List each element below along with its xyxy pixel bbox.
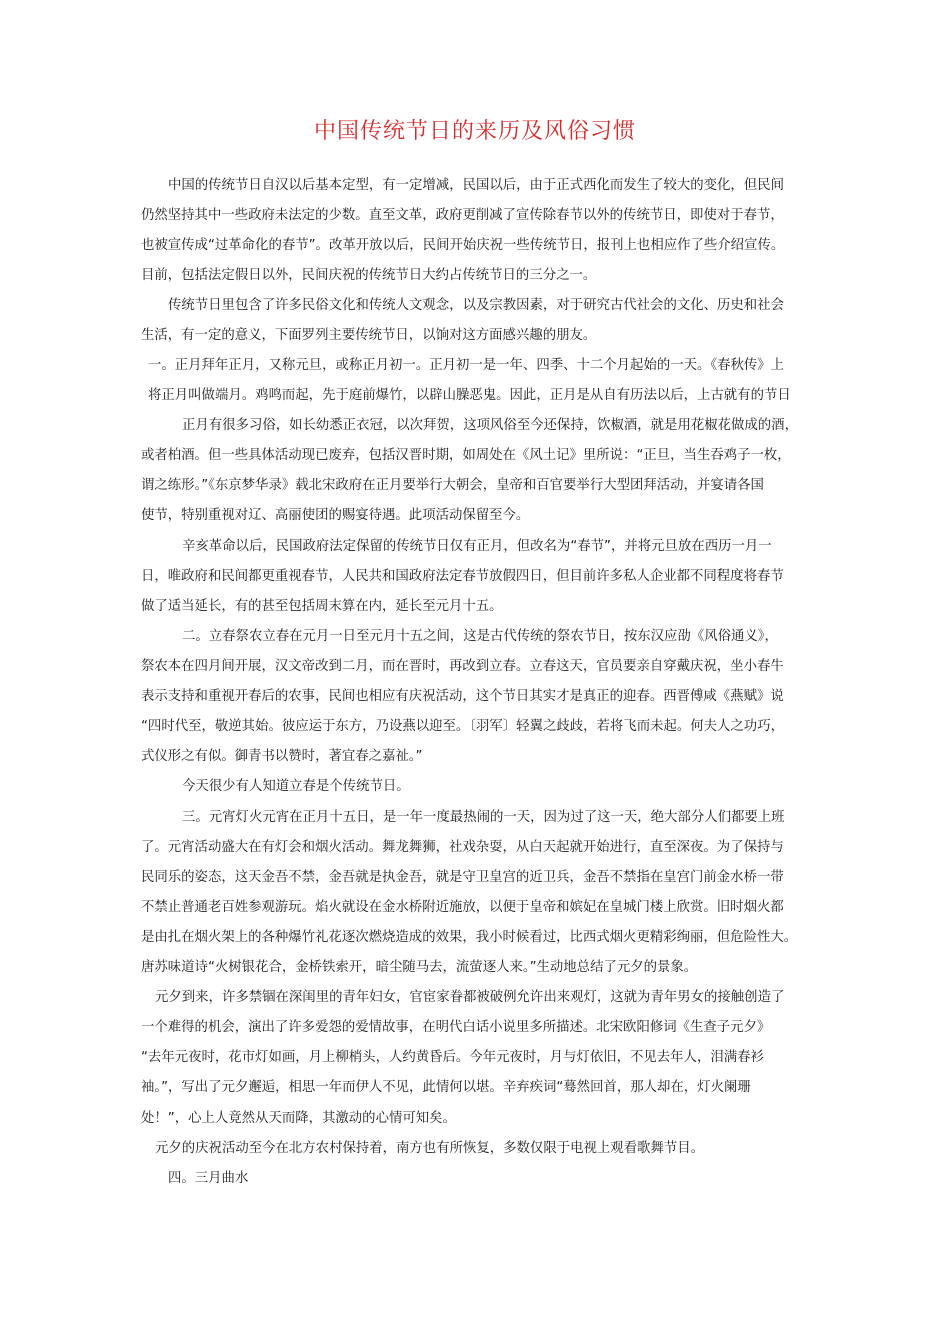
text-line: 今天很少有人知道立春是个传统节日。: [182, 779, 410, 794]
text-line: “去年元夜时，花市灯如画，月上柳梢头，人约黄昏后。今年元夜时，月与灯依旧，不见去年人，泪满春衫: [141, 1050, 764, 1065]
text-line: 将正月叫做端月。鸡鸣而起，先于庭前爆竹，以辟山臊恶鬼。因此，正月是从自有历法以后，上古就有的节日: [148, 388, 791, 403]
text-line: 元夕到来，许多禁锢在深闺里的青年妇女，官宦家眷都被破例允许出来观灯，这就为青年男女的接触创造了: [155, 990, 785, 1005]
text-line: 一。正月拜年正月，又称元旦，或称正月初一。正月初一是一年、四季、十二个月起始的一天。《春秋传》上: [148, 358, 785, 373]
text-line: 仍然坚持其中一些政府未法定的少数。直至文革，政府更削减了宣传除春节以外的传统节日，即使对于春节，: [141, 208, 784, 223]
page-title: 中国传统节日的来历及风俗习惯: [313, 119, 636, 144]
text-line: 目前，包括法定假日以外，民间庆祝的传统节日大约占传统节日的三分之一。: [141, 268, 597, 283]
text-line: 中国的传统节日自汉以后基本定型，有一定增减，民国以后，由于正式西化而发生了较大的变化，但民间: [168, 178, 784, 193]
text-line: 也被宣传成“过革命化的春节”。改革开放以后，民间开始庆祝一些传统节日，报刊上也相应作了些介绍宣传。: [141, 238, 785, 253]
text-line: 四。三月曲水: [168, 1171, 249, 1186]
text-line: 不禁止普通老百姓参观游玩。焰火就设在金水桥附近施放，以便于皇帝和嫔妃在皇城门楼上欣赏。旧时烟火都: [141, 900, 784, 915]
text-line: 谓之练形。”《东京梦华录》载北宋政府在正月要举行大朝会，皇帝和百官要举行大型团拜活动，并宴请各国: [141, 478, 764, 493]
text-line: 处！”，心上人竟然从天而降，其激动的心情可知矣。: [141, 1111, 456, 1126]
text-line: 式仪形之有似。御青书以赞时，著宜春之嘉祉。”: [141, 749, 423, 764]
text-line: 袖。”，写出了元夕邂逅，相思一年而伊人不见，此情何以堪。辛弃疾词“蓦然回首，那人却在，灯火阑珊: [141, 1080, 751, 1095]
text-line: “四时代至，敬逆其始。彼应运于东方，乃设燕以迎至。〔羽军〕轻翼之歧歧，若将飞而未起。何夫人之功巧，: [141, 719, 784, 734]
text-line: 一个难得的机会，演出了许多爱怨的爱情故事，在明代白话小说里多所描述。北宋欧阳修词《生查子元夕》: [141, 1020, 771, 1035]
text-line: 是由扎在烟火架上的各种爆竹礼花逐次燃烧造成的效果，我小时候看过，比西式烟火更精彩绚丽，但危险性大。: [141, 930, 798, 945]
text-line: 使节，特别重视对辽、高丽使团的赐宴待遇。此项活动保留至今。: [141, 508, 530, 523]
text-line: 或者柏酒。但一些具体活动现已废弃，包括汉晋时期，如周处在《风土记》里所说：“正旦，当生吞鸡子一枚，: [141, 448, 791, 463]
text-line: 唐苏味道诗“火树银花合，金桥铁索开，暗尘随马去，流萤逐人来。”生动地总结了元夕的景象。: [141, 960, 698, 975]
text-line: 了。元宵活动盛大在有灯会和烟火活动。舞龙舞狮，社戏杂耍，从白天起就开始进行，直至深夜。为了保持与: [141, 840, 784, 855]
text-line: 表示支持和重视开春后的农事，民间也相应有庆祝活动，这个节日其实才是真正的迎春。西晋傅咸《燕赋》说: [141, 689, 784, 704]
text-line: 正月有很多习俗，如长幼悉正衣冠，以次拜贺，这项风俗至今还保持，饮椒酒，就是用花椒花做成的酒，: [182, 418, 798, 433]
text-line: 元夕的庆祝活动至今在北方农村保持着，南方也有所恢复，多数仅限于电视上观看歌舞节目。: [155, 1141, 705, 1156]
text-line: 做了适当延长，有的甚至包括周末算在内，延长至元月十五。: [141, 599, 503, 614]
text-line: 祭农本在四月间开展，汉文帝改到二月，而在晋时，再改到立春。立春这天，官员要亲自穿戴庆祝，坐小春牛: [141, 659, 784, 674]
text-line: 日，唯政府和民间都更重视春节，人民共和国政府法定春节放假四日，但目前许多私人企业都不同程度将春节: [141, 569, 784, 584]
text-line: 三。元宵灯火元宵在正月十五日，是一年一度最热闹的一天，因为过了这一天，绝大部分人们都要上班: [182, 810, 785, 825]
text-line: 辛亥革命以后，民国政府法定保留的传统节日仅有正月，但改名为“春节”，并将元旦放在西历一月一: [182, 539, 772, 554]
text-line: 传统节日里包含了许多民俗文化和传统人文观念，以及宗教因素，对于研究古代社会的文化、历史和社会: [168, 298, 784, 313]
text-line: 民同乐的姿态，这天金吾不禁，金吾就是执金吾，就是守卫皇宫的近卫兵，金吾不禁指在皇宫门前金水桥一带: [141, 870, 784, 885]
text-line: 二。立春祭农立春在元月一日至元月十五之间，这是古代传统的祭农节日，按东汉应劭《风俗通义》，: [182, 629, 778, 644]
text-line: 生活，有一定的意义，下面罗列主要传统节日，以饷对这方面感兴趣的朋友。: [141, 328, 597, 343]
